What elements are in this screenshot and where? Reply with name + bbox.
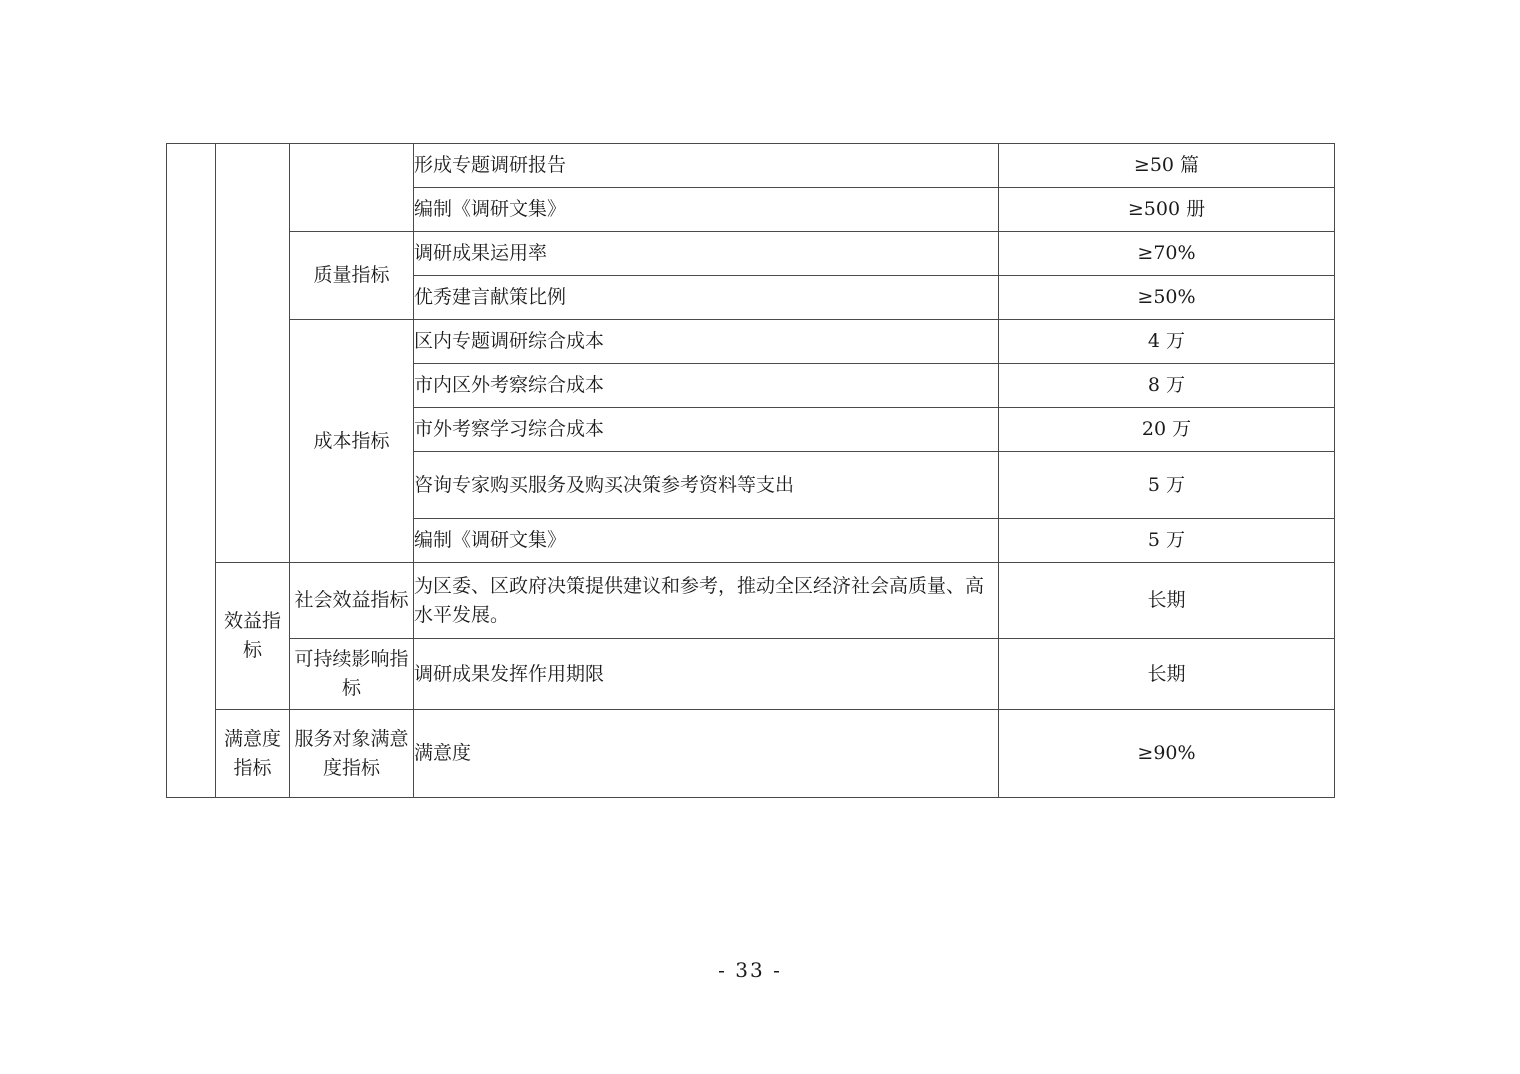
indicator-content: 调研成果运用率 bbox=[414, 232, 999, 276]
indicator-content: 满意度 bbox=[414, 710, 999, 798]
indicator-value: ≥90% bbox=[999, 710, 1335, 798]
performance-indicator-table bbox=[166, 143, 1335, 798]
indicator-content: 市外考察学习综合成本 bbox=[414, 408, 999, 452]
level3-cell-sustainable: 可持续影响指标 bbox=[290, 639, 414, 710]
level3-cell-service-satisfaction: 服务对象满意度指标 bbox=[290, 710, 414, 798]
level2-cell-satisfaction: 满意度指标 bbox=[216, 710, 290, 798]
indicator-content: 优秀建言献策比例 bbox=[414, 276, 999, 320]
table-row bbox=[167, 320, 1335, 364]
level3-cell-quality: 质量指标 bbox=[290, 232, 414, 320]
indicator-content: 形成专题调研报告 bbox=[414, 144, 999, 188]
page-number: - 33 - bbox=[718, 958, 782, 982]
level3-cell-social-benefit: 社会效益指标 bbox=[290, 563, 414, 639]
indicator-value: ≥50 篇 bbox=[999, 144, 1335, 188]
indicator-value: ≥500 册 bbox=[999, 188, 1335, 232]
indicator-value: 5 万 bbox=[999, 519, 1335, 563]
level3-cell-output bbox=[290, 144, 414, 232]
table-row bbox=[167, 710, 1335, 798]
indicator-value: ≥70% bbox=[999, 232, 1335, 276]
indicator-value: 长期 bbox=[999, 639, 1335, 710]
level3-cell-cost: 成本指标 bbox=[290, 320, 414, 563]
indicator-value: 5 万 bbox=[999, 452, 1335, 519]
level2-cell-benefit: 效益指标 bbox=[216, 563, 290, 710]
indicator-value: ≥50% bbox=[999, 276, 1335, 320]
indicator-value: 20 万 bbox=[999, 408, 1335, 452]
indicator-content: 市内区外考察综合成本 bbox=[414, 364, 999, 408]
table-row bbox=[167, 563, 1335, 639]
indicator-content: 为区委、区政府决策提供建议和参考，推动全区经济社会高质量、高水平发展。 bbox=[414, 563, 999, 639]
level1-blank-cell bbox=[167, 144, 216, 798]
indicator-value: 4 万 bbox=[999, 320, 1335, 364]
indicator-content: 调研成果发挥作用期限 bbox=[414, 639, 999, 710]
indicator-value: 长期 bbox=[999, 563, 1335, 639]
indicator-value: 8 万 bbox=[999, 364, 1335, 408]
table-row bbox=[167, 144, 1335, 188]
table-row bbox=[167, 232, 1335, 276]
indicator-content: 区内专题调研综合成本 bbox=[414, 320, 999, 364]
level2-blank-cell bbox=[216, 144, 290, 563]
indicator-content: 咨询专家购买服务及购买决策参考资料等支出 bbox=[414, 452, 999, 519]
indicator-content: 编制《调研文集》 bbox=[414, 519, 999, 563]
table-row bbox=[167, 639, 1335, 710]
indicator-content: 编制《调研文集》 bbox=[414, 188, 999, 232]
